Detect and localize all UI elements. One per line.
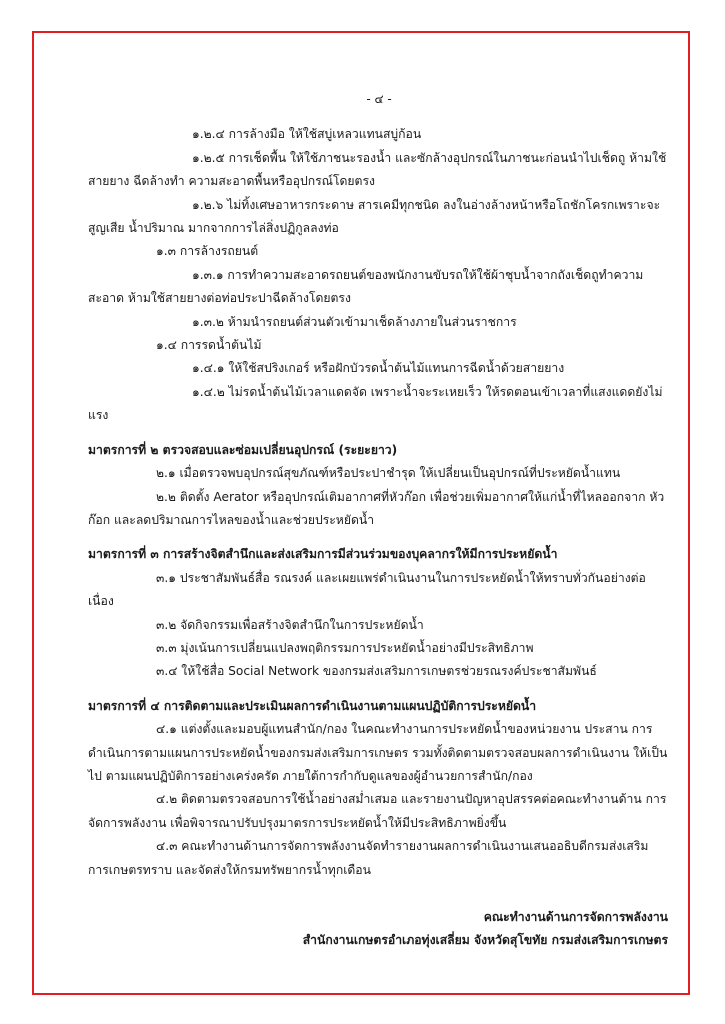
page-number: - ๔ - <box>366 92 392 106</box>
item-3-1: ๓.๑ ประชาสัมพันธ์สื่อ รณรงค์ และเผยแพร่ดำเนินงานในการประหยัดน้ำให้ทราบทั่วกันอย่างต่อเนื่อง <box>88 570 646 609</box>
item-1-2-4: ๑.๒.๔ การล้างมือ ให้ใช้สบู่เหลวแทนสบู่ก้อน <box>192 127 422 142</box>
item-2-1: ๒.๑ เมื่อตรวจพบอุปกรณ์สุขภัณฑ์หรือประปาชำรุด ให้เปลี่ยนเป็นอุปกรณ์ที่ประหยัดน้ำแทน <box>156 466 621 481</box>
item-1-3-1: ๑.๓.๑ การทำความสะอาดรถยนต์ของพนักงานขับรถให้ใช้ผ้าชุบน้ำจากถังเช็ดถูทำความสะอาด ห้ามใช้สายยางต่อท่อประปาฉีดล้างโดยตรง <box>88 267 644 306</box>
item-1-4-2: ๑.๔.๒ ไม่รดน้ำต้นไม้เวลาแดดจัด เพราะน้ำจะระเหยเร็ว ให้รดตอนเข้าเวลาที่แสงแดดยังไม่แรง <box>88 384 663 423</box>
signature-committee: คณะทำงานด้านการจัดการพลังงาน <box>483 910 668 924</box>
signature-block <box>303 906 668 953</box>
item-1-4-1: ๑.๔.๑ ให้ใช้สปริงเกอร์ หรือฝักบัวรดน้ำต้นไม้แทนการฉีดน้ำด้วยสายยาง <box>192 361 565 376</box>
item-3-4: ๓.๔ ให้ใช้สื่อ Social Network ของกรมส่งเสริมการเกษตรช่วยรณรงค์ประชาสัมพันธ์ <box>156 664 597 679</box>
item-2-2: ๒.๒ ติดตั้ง Aerator หรืออุปกรณ์เติมอากาศที่หัวก๊อก เพื่อช่วยเพิ่มอากาศให้แก่น้ำที่ไหลออกจาก หัวก๊อก และลดปริมาณการไหลของน้ำและช่วยประหยัดน้ำ <box>88 489 665 527</box>
item-1-2-6: ๑.๒.๖ ไม่ทิ้งเศษอาหารกระดาษ สารเคมีทุกชนิด ลงในอ่างล้างหน้าหรือโถชักโครกเพราะจะสูญเสีย น้ำปริมาณ มากจากการไล่สิ่งปฏิกูลลงท่อ <box>88 197 661 236</box>
item-3-2: ๓.๒ จัดกิจกรรมเพื่อสร้างจิตสำนึกในการประหยัดน้ำ <box>156 617 424 632</box>
signature-office: สำนักงานเกษตรอำเภอทุ่งเสลี่ยม จังหวัดสุโขทัย กรมส่งเสริมการเกษตร <box>302 933 668 948</box>
measure-3-heading: มาตรการที่ ๓ การสร้างจิตสำนึกและส่งเสริมการมีส่วนร่วมของบุคลากรให้มีการประหยัดน้ำ <box>88 547 558 562</box>
item-4-2: ๔.๒ ติดตามตรวจสอบการใช้น้ำอย่างสม่ำเสมอ และรายงานปัญหาอุปสรรคต่อคณะทำงานด้าน การจัดการพลังงาน เพื่อพิจารณาปรับปรุงมาตรการประหยัดน้ำให้มีประสิทธิภาพยิ่งขึ้น <box>88 792 667 830</box>
item-4-3: ๔.๓ คณะทำงานด้านการจัดการพลังงานจัดทำรายงานผลการดำเนินงานเสนออธิบดีกรมส่งเสริม การเกษตรทราบ และจัดส่งให้กรมทรัพยากรน้ำทุกเดือน <box>88 839 649 877</box>
item-3-3: ๓.๓ มุ่งเน้นการเปลี่ยนแปลงพฤติกรรมการประหยัดน้ำอย่างมีประสิทธิภาพ <box>156 640 534 655</box>
item-1-4: ๑.๔ การรดน้ำต้นไม้ <box>156 338 262 353</box>
item-4-1: ๔.๑ แต่งตั้งและมอบผู้แทนสำนัก/กอง ในคณะทำงานการประหยัดน้ำของหน่วยงาน ประสาน การดำเนินการตามแผนการประหยัดน้ำของกรมส่งเสริมการเกษตร รวมทั้งติดตามตรวจสอบผลการดำเนินงาน ให้เป็นไป ตามแผนปฏิบัติการอย่างเคร่งครัด ภายใต้การกำกับดูแลของผู้อำนวยการสำนัก/กอง <box>88 722 668 783</box>
document-body <box>88 88 670 882</box>
item-1-3-2: ๑.๓.๒ ห้ามนำรถยนต์ส่วนตัวเข้ามาเช็ดล้างภายในส่วนราชการ <box>192 314 517 329</box>
measure-2-heading: มาตรการที่ ๒ ตรวจสอบและซ่อมเปลี่ยนอุปกรณ์ (ระยะยาว) <box>88 442 398 457</box>
item-1-2-5: ๑.๒.๕ การเช็ดพื้น ให้ใช้ภาชนะรองน้ำ และซักล้างอุปกรณ์ในภาชนะก่อนนำไปเช็ดถู ห้ามใช้สายยาง ฉีดล้างทำ ความสะอาดพื้นหรืออุปกรณ์โดยตรง <box>88 150 667 189</box>
item-1-3: ๑.๓ การล้างรถยนต์ <box>156 244 259 259</box>
measure-4-heading: มาตรการที่ ๔ การติดตามและประเมินผลการดำเนินงานตามแผนปฏิบัติการประหยัดน้ำ <box>88 698 537 713</box>
